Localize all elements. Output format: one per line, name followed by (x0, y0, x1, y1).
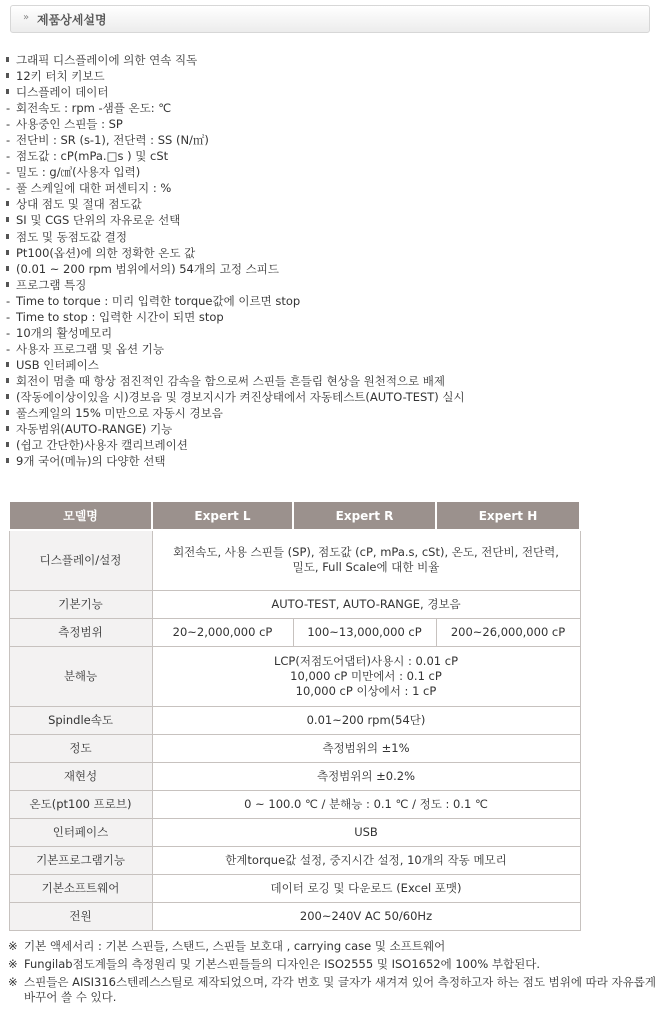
feature-text: USB 인터페이스 (16, 357, 99, 372)
table-row (9, 646, 580, 706)
row-label: 측정범위 (9, 618, 152, 646)
feature-text: Time to stop : 입력한 시간이 되면 stop (16, 309, 224, 324)
bullet-square (6, 57, 9, 62)
feature-text: 전단비 : SR (s-1), 전단력 : SS (N/㎡) (16, 133, 209, 148)
table-cell (152, 646, 580, 706)
feature-text: 9개 국어(메뉴)의 다양한 선택 (16, 454, 166, 469)
bullet-icon (6, 405, 16, 421)
feature-item (6, 245, 646, 261)
table-row (9, 790, 580, 818)
bullet-icon (6, 84, 16, 100)
feature-item (6, 261, 646, 277)
cell-line: 회전속도, 사용 스핀들 (SP), 점도값 (cP, mPa.s, cSt), 온도, 전단비, 전단력, (173, 545, 559, 560)
table-cell (152, 590, 580, 618)
table-cell (152, 762, 580, 790)
bullet-square (6, 378, 9, 383)
bullet-icon (6, 389, 16, 405)
dash-icon: - (6, 341, 11, 356)
dash-icon: - (6, 117, 11, 132)
cell-line: 0.01~200 rpm(54단) (306, 712, 426, 727)
section-header (10, 5, 650, 33)
note-item (8, 957, 658, 972)
bullet-square (6, 410, 9, 415)
dash-icon: - (6, 165, 11, 180)
note-mark-icon: ※ (8, 939, 18, 953)
cell-line: LCP(저점도어댑터)사용시 : 0.01 cP (273, 653, 459, 668)
bullet-square (6, 394, 9, 399)
bullet-icon (6, 373, 16, 389)
header-expert-h: Expert H (436, 501, 580, 530)
feature-item (6, 389, 646, 405)
feature-text: 밀도 : g/㎤(사용자 입력) (16, 165, 141, 180)
dash-icon: - (6, 149, 11, 164)
feature-text: 10개의 활성메모리 (16, 325, 113, 340)
bullet-square (6, 217, 9, 222)
feature-text: 풀 스케일에 대한 퍼센티지 : % (16, 181, 172, 196)
row-label: 디스플레이/설정 (9, 530, 152, 590)
table-cell (152, 902, 580, 930)
feature-text: Time to torque : 미리 입력한 torque값에 이르면 stop (16, 293, 301, 308)
cell-line: 측정범위의 ±0.2% (316, 768, 416, 783)
bullet-square (6, 250, 9, 255)
note-mark-icon: ※ (8, 957, 18, 971)
feature-item (6, 373, 646, 389)
cell-line: USB (354, 824, 378, 839)
table-row (9, 590, 580, 618)
cell-line: AUTO-TEST, AUTO-RANGE, 경보음 (271, 596, 461, 611)
header-expert-l: Expert L (152, 501, 293, 530)
header-expert-r: Expert R (293, 501, 436, 530)
feature-text: Pt100(옵션)에 의한 정확한 온도 값 (16, 245, 196, 260)
table-cell: 20~2,000,000 cP (152, 618, 293, 646)
row-label: 정도 (9, 734, 152, 762)
bullet-square (6, 362, 9, 367)
feature-item (6, 132, 646, 148)
bullet-square (6, 282, 9, 287)
table-row (9, 846, 580, 874)
table-cell (152, 790, 580, 818)
row-label: 재현성 (9, 762, 152, 790)
bullet-icon (6, 357, 16, 373)
dash-icon: - (6, 325, 11, 340)
feature-item (6, 52, 646, 68)
feature-list (6, 52, 646, 469)
feature-item (6, 180, 646, 196)
table-row (9, 706, 580, 734)
section-title: 제품상세설명 (37, 13, 107, 27)
feature-text: 디스플레이 데이터 (16, 85, 109, 100)
row-label: 인터페이스 (9, 818, 152, 846)
feature-text: 그래픽 디스플레이에 의한 연속 직독 (16, 53, 198, 67)
dash-icon: - (6, 309, 11, 324)
bullet-icon (6, 453, 16, 469)
row-label: 온도(pt100 프로브) (9, 790, 152, 818)
feature-text: 사용중인 스핀들 : SP (16, 117, 123, 132)
bullet-icon (6, 196, 16, 212)
dash-icon: - (6, 133, 11, 148)
feature-item (6, 453, 646, 469)
table-cell (152, 734, 580, 762)
table-cell (152, 874, 580, 902)
dash-icon: - (6, 293, 11, 308)
table-cell: 200~26,000,000 cP (436, 618, 580, 646)
cell-line: 0 ~ 100.0 ℃ / 분해능 : 0.1 ℃ / 정도 : 0.1 ℃ (244, 796, 488, 811)
bullet-square (6, 458, 9, 463)
cell-line: 측정범위의 ±1% (322, 740, 410, 755)
bullet-square (6, 442, 9, 447)
table-row (9, 618, 580, 646)
feature-item (6, 229, 646, 245)
bullet-icon (6, 245, 16, 261)
row-label: 전원 (9, 902, 152, 930)
cell-line: 10,000 cP 이상에서 : 1 cP (295, 683, 437, 698)
cell-line: 200~240V AC 50/60Hz (299, 908, 433, 923)
dash-icon: - (6, 101, 11, 116)
feature-item (6, 437, 646, 453)
note-item (8, 939, 658, 954)
feature-item (6, 212, 646, 228)
feature-text: (쉽고 간단한)사용자 캘리브레이션 (16, 438, 188, 453)
feature-item (6, 196, 646, 212)
note-mark-icon: ※ (8, 975, 18, 989)
note-text: Fungilab점도계들의 측정원리 및 기본스핀들들의 디자인은 ISO2555 및 ISO1652에 100% 부합된다. (24, 957, 540, 971)
table-header-row (9, 501, 580, 530)
bullet-square (6, 266, 9, 271)
bullet-square (6, 89, 9, 94)
feature-item (6, 405, 646, 421)
feature-text: 회전속도 : rpm -샘플 온도: ℃ (16, 101, 172, 116)
notes (8, 939, 658, 1008)
feature-text: SI 및 CGS 단위의 자유로운 선택 (16, 213, 181, 228)
table-row (9, 874, 580, 902)
table-cell (152, 846, 580, 874)
row-label: 기본소프트웨어 (9, 874, 152, 902)
feature-item (6, 341, 646, 357)
table-cell (152, 530, 580, 590)
bullet-square (6, 426, 9, 431)
cell-line: 밀도, Full Scale에 대한 비율 (292, 560, 440, 575)
note-item (8, 975, 658, 1005)
feature-text: 사용자 프로그램 및 옵션 기능 (16, 341, 164, 356)
dash-icon: - (6, 181, 11, 196)
feature-text: 12키 터치 키보드 (16, 69, 105, 84)
cell-line: 데이터 로깅 및 다운로드 (Excel 포맷) (270, 880, 462, 895)
feature-item (6, 277, 646, 293)
bullet-icon (6, 212, 16, 228)
feature-text: (0.01 ~ 200 rpm 범위에서의) 54개의 고정 스피드 (16, 261, 279, 276)
bullet-icon (6, 277, 16, 293)
feature-text: 풀스케일의 15% 미만으로 자동시 경보음 (16, 406, 223, 421)
header-model: 모델명 (9, 501, 152, 530)
table-row (9, 530, 580, 590)
bullet-icon (6, 421, 16, 437)
feature-text: 상대 점도 및 절대 점도값 (16, 197, 142, 212)
feature-text: 자동범위(AUTO-RANGE) 기능 (16, 422, 173, 437)
row-label: 분해능 (9, 646, 152, 706)
feature-item (6, 309, 646, 325)
table-row (9, 734, 580, 762)
bullet-square (6, 73, 9, 78)
cell-line: 10,000 cP 미만에서 : 0.1 cP (290, 668, 442, 683)
note-text: 스핀들은 AISI316스텐레스스틸로 제작되었으며, 각각 번호 및 글자가 새겨져 있어 측정하고자 하는 점도 범위에 따라 자유롭게 바꾸어 쓸 수 있다. (24, 975, 656, 1004)
feature-text: 프로그램 특징 (16, 277, 87, 292)
feature-item (6, 325, 646, 341)
bullet-square (6, 201, 9, 206)
feature-text: 점도 및 동점도값 결정 (16, 229, 127, 244)
feature-item (6, 84, 646, 100)
table-row (9, 818, 580, 846)
note-text: 기본 액세서리 : 기본 스핀들, 스탠드, 스핀들 보호대 , carrying case 및 소프트웨어 (24, 939, 446, 953)
feature-item (6, 100, 646, 116)
row-label: 기본프로그램기능 (9, 846, 152, 874)
feature-item (6, 148, 646, 164)
table-cell (152, 818, 580, 846)
row-label: Spindle속도 (9, 706, 152, 734)
cell-line: 한계torque값 설정, 중지시간 설정, 10개의 작동 메모리 (225, 852, 507, 867)
feature-text: 회전이 멈출 때 항상 점진적인 감속을 함으로써 스핀들 흔들림 현상을 원천적으로 배제 (16, 373, 446, 388)
feature-item (6, 68, 646, 84)
bullet-square (6, 234, 9, 239)
chevron-right-icon: » (23, 12, 30, 23)
spec-table (8, 500, 581, 931)
feature-item (6, 421, 646, 437)
bullet-icon (6, 52, 16, 68)
row-label: 기본기능 (9, 590, 152, 618)
table-cell: 100~13,000,000 cP (293, 618, 436, 646)
feature-item (6, 293, 646, 309)
feature-item (6, 357, 646, 373)
bullet-icon (6, 68, 16, 84)
feature-text: (작동에이상이있을 시)경보음 및 경보지시가 켜진상태에서 자동테스트(AUTO-TEST) 실시 (16, 389, 465, 404)
table-row (9, 762, 580, 790)
feature-item (6, 116, 646, 132)
bullet-icon (6, 229, 16, 245)
feature-text: 점도값 : cP(mPa.□s ) 및 cSt (16, 149, 169, 164)
bullet-icon (6, 437, 16, 453)
bullet-icon (6, 261, 16, 277)
feature-item (6, 164, 646, 180)
table-cell (152, 706, 580, 734)
table-row (9, 902, 580, 930)
